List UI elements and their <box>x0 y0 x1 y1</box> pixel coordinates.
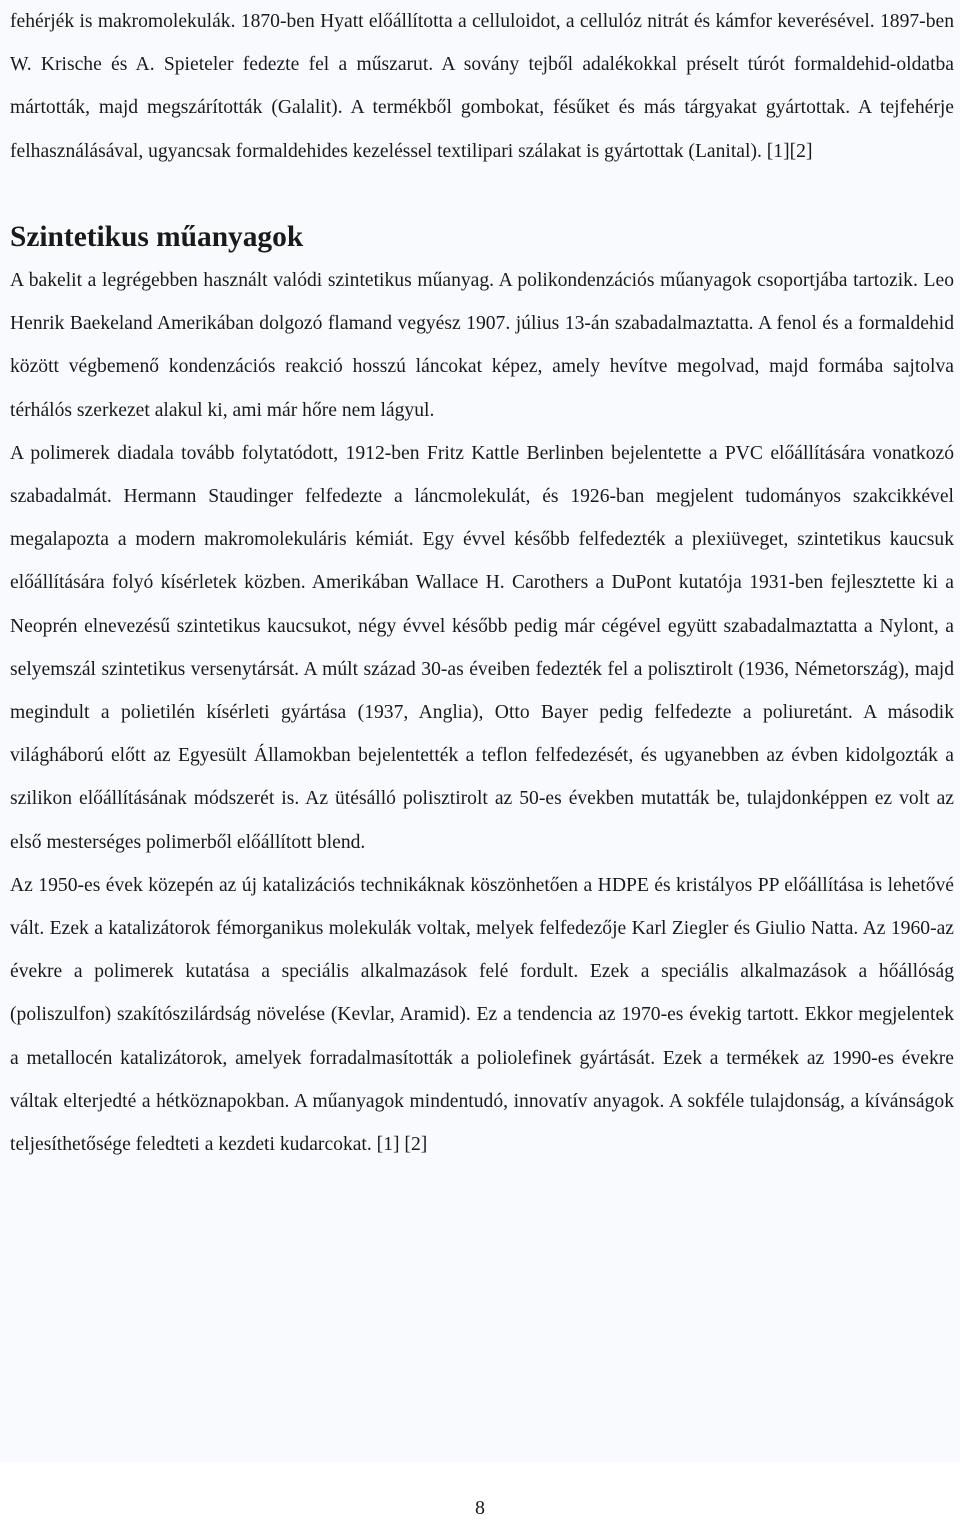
polymer-history-paragraph: A polimerek diadala tovább folytatódott, 1912-ben Fritz Kattle Berlinben bejelentette a PVC előállítására vonatkozó szabadalmát. Hermann Staudinger felfedezte a láncmolekulát, és 1926-ban megjelent tudományos szakcikkével megalapozta a modern makromolekuláris kémiát. Egy évvel később felfedezték a plexiüveget, szintetikus kaucsuk előállítására folyó kísérletek közben. Amerikában Wallace H. Carothers a DuPont kutatója 1931-ben fejlesztette ki a Neoprén elnevezésű szintetikus kaucsukot, négy évvel később pedig már cégével együtt szabadalmaztatta a Nylont, a selyemszál szintetikus versenytársát. A múlt század 30-as éveiben fedezték fel a polisztirolt (1936, Németország), majd megindult a polietilén kísérleti gyártása (1937, Anglia), Otto Bayer pedig felfedezte a poliuretánt. A második világháború előtt az Egyesült Államokban bejelentették a teflon felfedezését, és ugyanebben az évben kidolgozták a szilikon előállításának módszerét is. Az ütésálló polisztirolt az 50-es években mutatták be, tulajdonképpen ez volt az első mesterséges polimerből előállított blend. <box>10 442 954 853</box>
bakelite-paragraph: A bakelit a legrégebben használt valódi szintetikus műanyag. A polikondenzációs műanyagok csoportjába tartozik. Leo Henrik Baekeland Amerikában dolgozó flamand vegyész 1907. július 13-án szabadalmaztatta. A fenol és a formaldehid között végbemenő kondenzációs reakció hosszú láncokat képez, amely hevítve megolvad, majd formába sajtolva térhálós szerkezet alakul ki, ami már hőre nem lágyul. <box>10 270 954 421</box>
page-number: 8 <box>475 1497 485 1519</box>
section-heading: Szintetikus műanyagok <box>10 220 304 253</box>
intro-paragraph: fehérjék is makromolekulák. 1870-ben Hyatt előállította a celluloidot, a cellulóz nitrát és kámfor keverésével. 1897-ben W. Krische és A. Spieteler fedezte fel a műszarut. A sovány tejből adalékokkal préselt túrót formaldehid-oldatba mártották, majd megszárították (Galalit). A termékből gombokat, fésűket és más tárgyakat gyártottak. A tejfehérje felhasználásával, ugyancsak formaldehides kezeléssel textilipari szálakat is gyártottak (Lanital). [1][2] <box>10 11 954 162</box>
catalysis-paragraph: Az 1950-es évek közepén az új katalizációs technikáknak köszönhetően a HDPE és kristályos PP előállítása is lehetővé vált. Ezek a katalizátorok fémorganikus molekulák voltak, melyek felfedezője Karl Ziegler és Giulio Natta. Az 1960-az évekre a polimerek kutatása a speciális alkalmazások felé fordult. Ezek a speciális alkalmazások a hőállóság (poliszulfon) szakítószilárdság növelése (Kevlar, Aramid). Ez a tendencia az 1970-es évekig tartott. Ekkor megjelentek a metallocén katalizátorok, amelyek forradalmasították a poliolefinek gyártását. Ezek a termékek az 1990-es évekre váltak elterjedté a hétköznapokban. A műanyagok mindentudó, innovatív anyagok. A sokféle tulajdonság, a kívánságok teljesíthetősége feledteti a kezdeti kudarcokat. [1] [2] <box>10 874 954 1156</box>
page-content <box>10 0 954 1166</box>
